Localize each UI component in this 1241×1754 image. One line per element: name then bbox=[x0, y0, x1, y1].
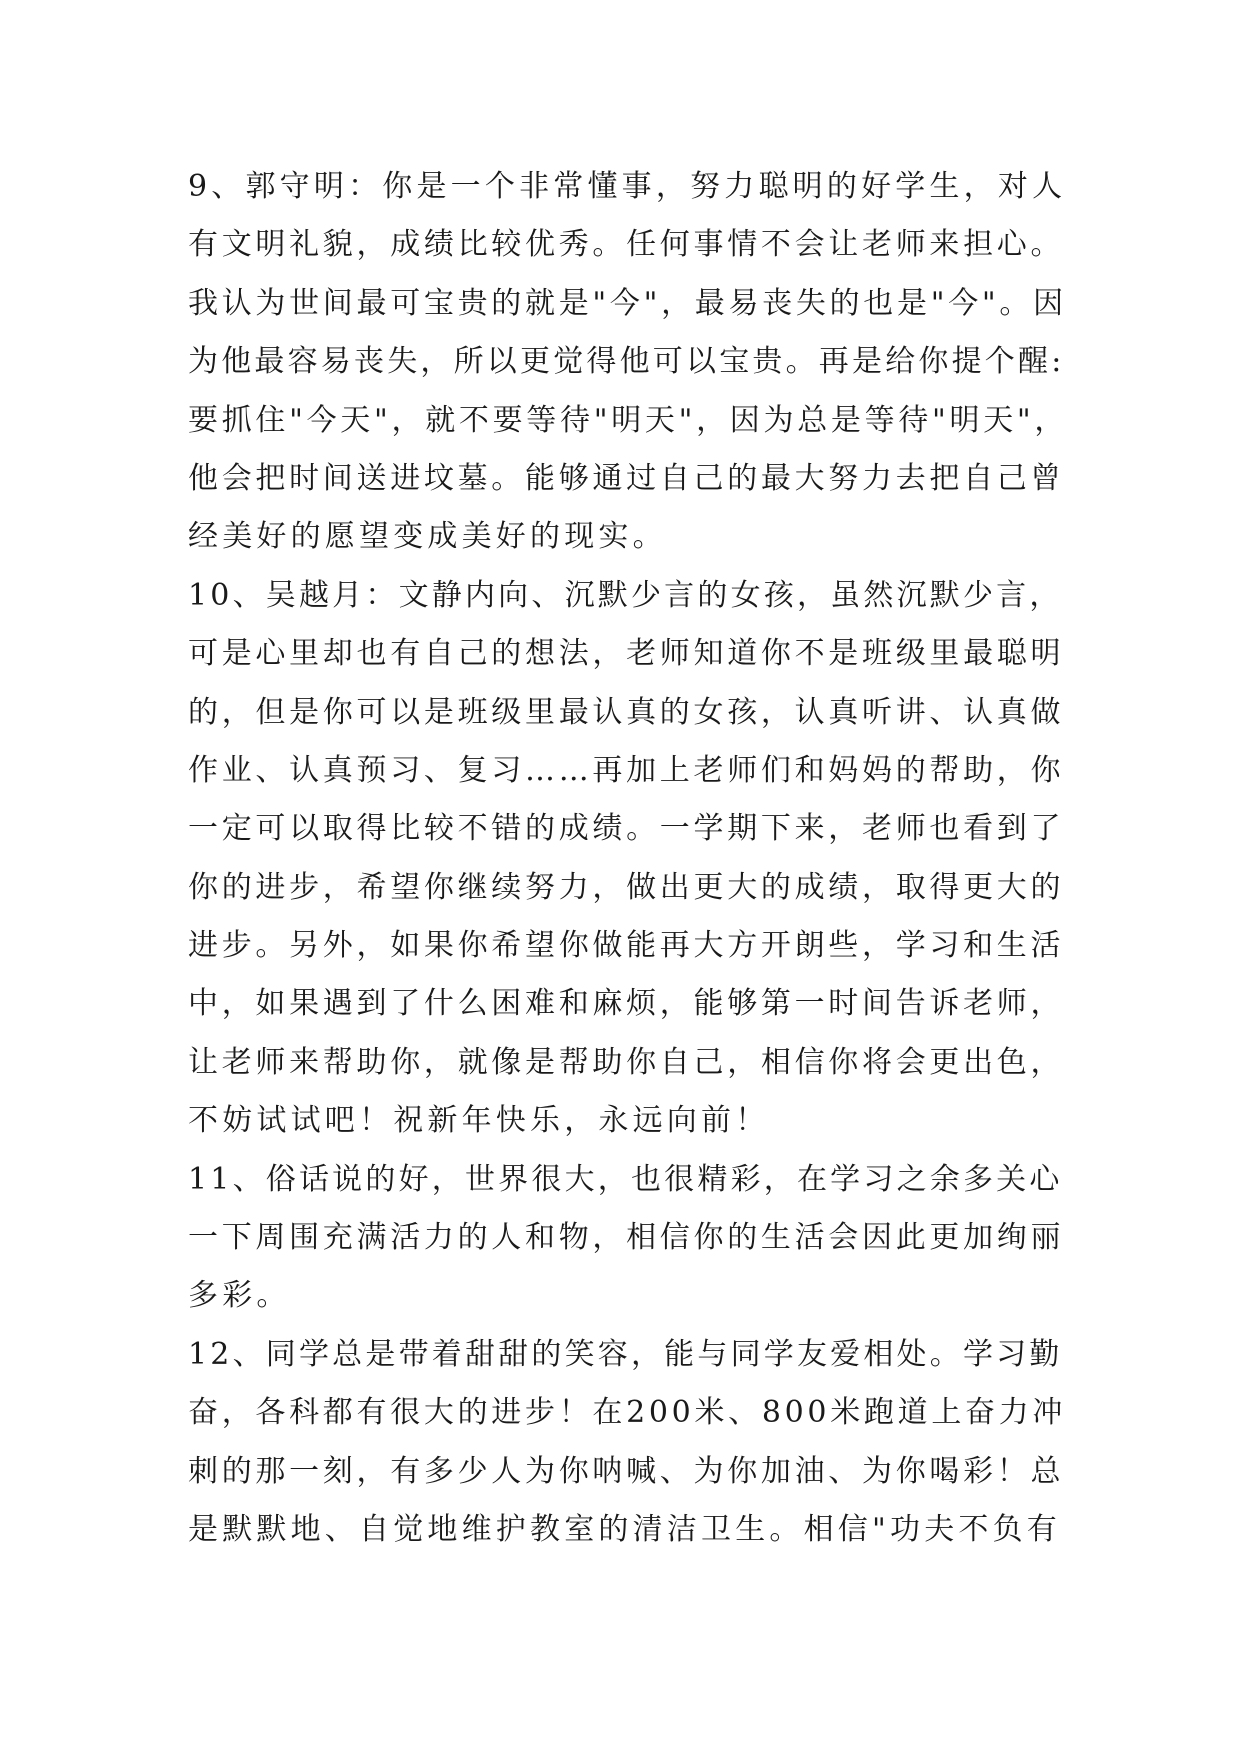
text-line: 一下周围充满活力的人和物，相信你的生活会因此更加绚丽 bbox=[188, 1220, 1065, 1256]
text-line: 为他最容易丧失，所以更觉得他可以宝贵。再是给你提个醒: bbox=[188, 344, 1065, 380]
text-line: 9、郭守明：你是一个非常懂事，努力聪明的好学生，对人 bbox=[188, 169, 1067, 204]
text-line: 他会把时间送进坟墓。能够通过自己的最大努力去把自己曾 bbox=[188, 460, 1065, 496]
text-line: 进步。另外，如果你希望你做能再大方开朗些，学习和生活 bbox=[188, 928, 1065, 964]
text-line: 中，如果遇到了什么困难和麻烦，能够第一时间告诉老师， bbox=[188, 986, 1065, 1022]
text-line: 10、吴越月：文静内向、沉默少言的女孩，虽然沉默少言， bbox=[188, 577, 1063, 613]
text-line: 我认为世间最可宝贵的就是"今"，最易丧失的也是"今"。因 bbox=[188, 285, 1067, 321]
text-line: 多彩。 bbox=[188, 1278, 291, 1314]
text-line: 要抓住"今天"，就不要等待"明天"，因为总是等待"明天"， bbox=[188, 402, 1069, 438]
text-line: 奋，各科都有很大的进步！在200米、800米跑道上奋力冲 bbox=[188, 1395, 1067, 1431]
text-line: 不妨试试吧！祝新年快乐，永远向前！ bbox=[188, 1103, 770, 1139]
text-line: 可是心里却也有自己的想法，老师知道你不是班级里最聪明 bbox=[188, 636, 1065, 672]
text-line: 是默默地、自觉地维护教室的清洁卫生。相信"功夫不负有 bbox=[188, 1511, 1061, 1547]
text-line: 刺的那一刻，有多少人为你呐喊、为你加油、为你喝彩！总 bbox=[188, 1453, 1065, 1489]
text-line: 12、同学总是带着甜甜的笑容，能与同学友爱相处。学习勤 bbox=[188, 1336, 1063, 1372]
document-body bbox=[188, 158, 1068, 1559]
text-line: 经美好的愿望变成美好的现实。 bbox=[188, 519, 667, 555]
text-line: 11、俗话说的好，世界很大，也很精彩，在学习之余多关心 bbox=[188, 1161, 1063, 1197]
text-line: 一定可以取得比较不错的成绩。一学期下来，老师也看到了 bbox=[188, 811, 1065, 847]
text-line: 让老师来帮助你，就像是帮助你自己，相信你将会更出色， bbox=[188, 1044, 1065, 1080]
text-line: 有文明礼貌，成绩比较优秀。任何事情不会让老师来担心。 bbox=[188, 227, 1065, 263]
text-line: 的，但是你可以是班级里最认真的女孩，认真听讲、认真做 bbox=[188, 694, 1065, 730]
text-line: 作业、认真预习、复习……再加上老师们和妈妈的帮助，你 bbox=[188, 752, 1065, 788]
text-line: 你的进步，希望你继续努力，做出更大的成绩，取得更大的 bbox=[188, 869, 1065, 905]
